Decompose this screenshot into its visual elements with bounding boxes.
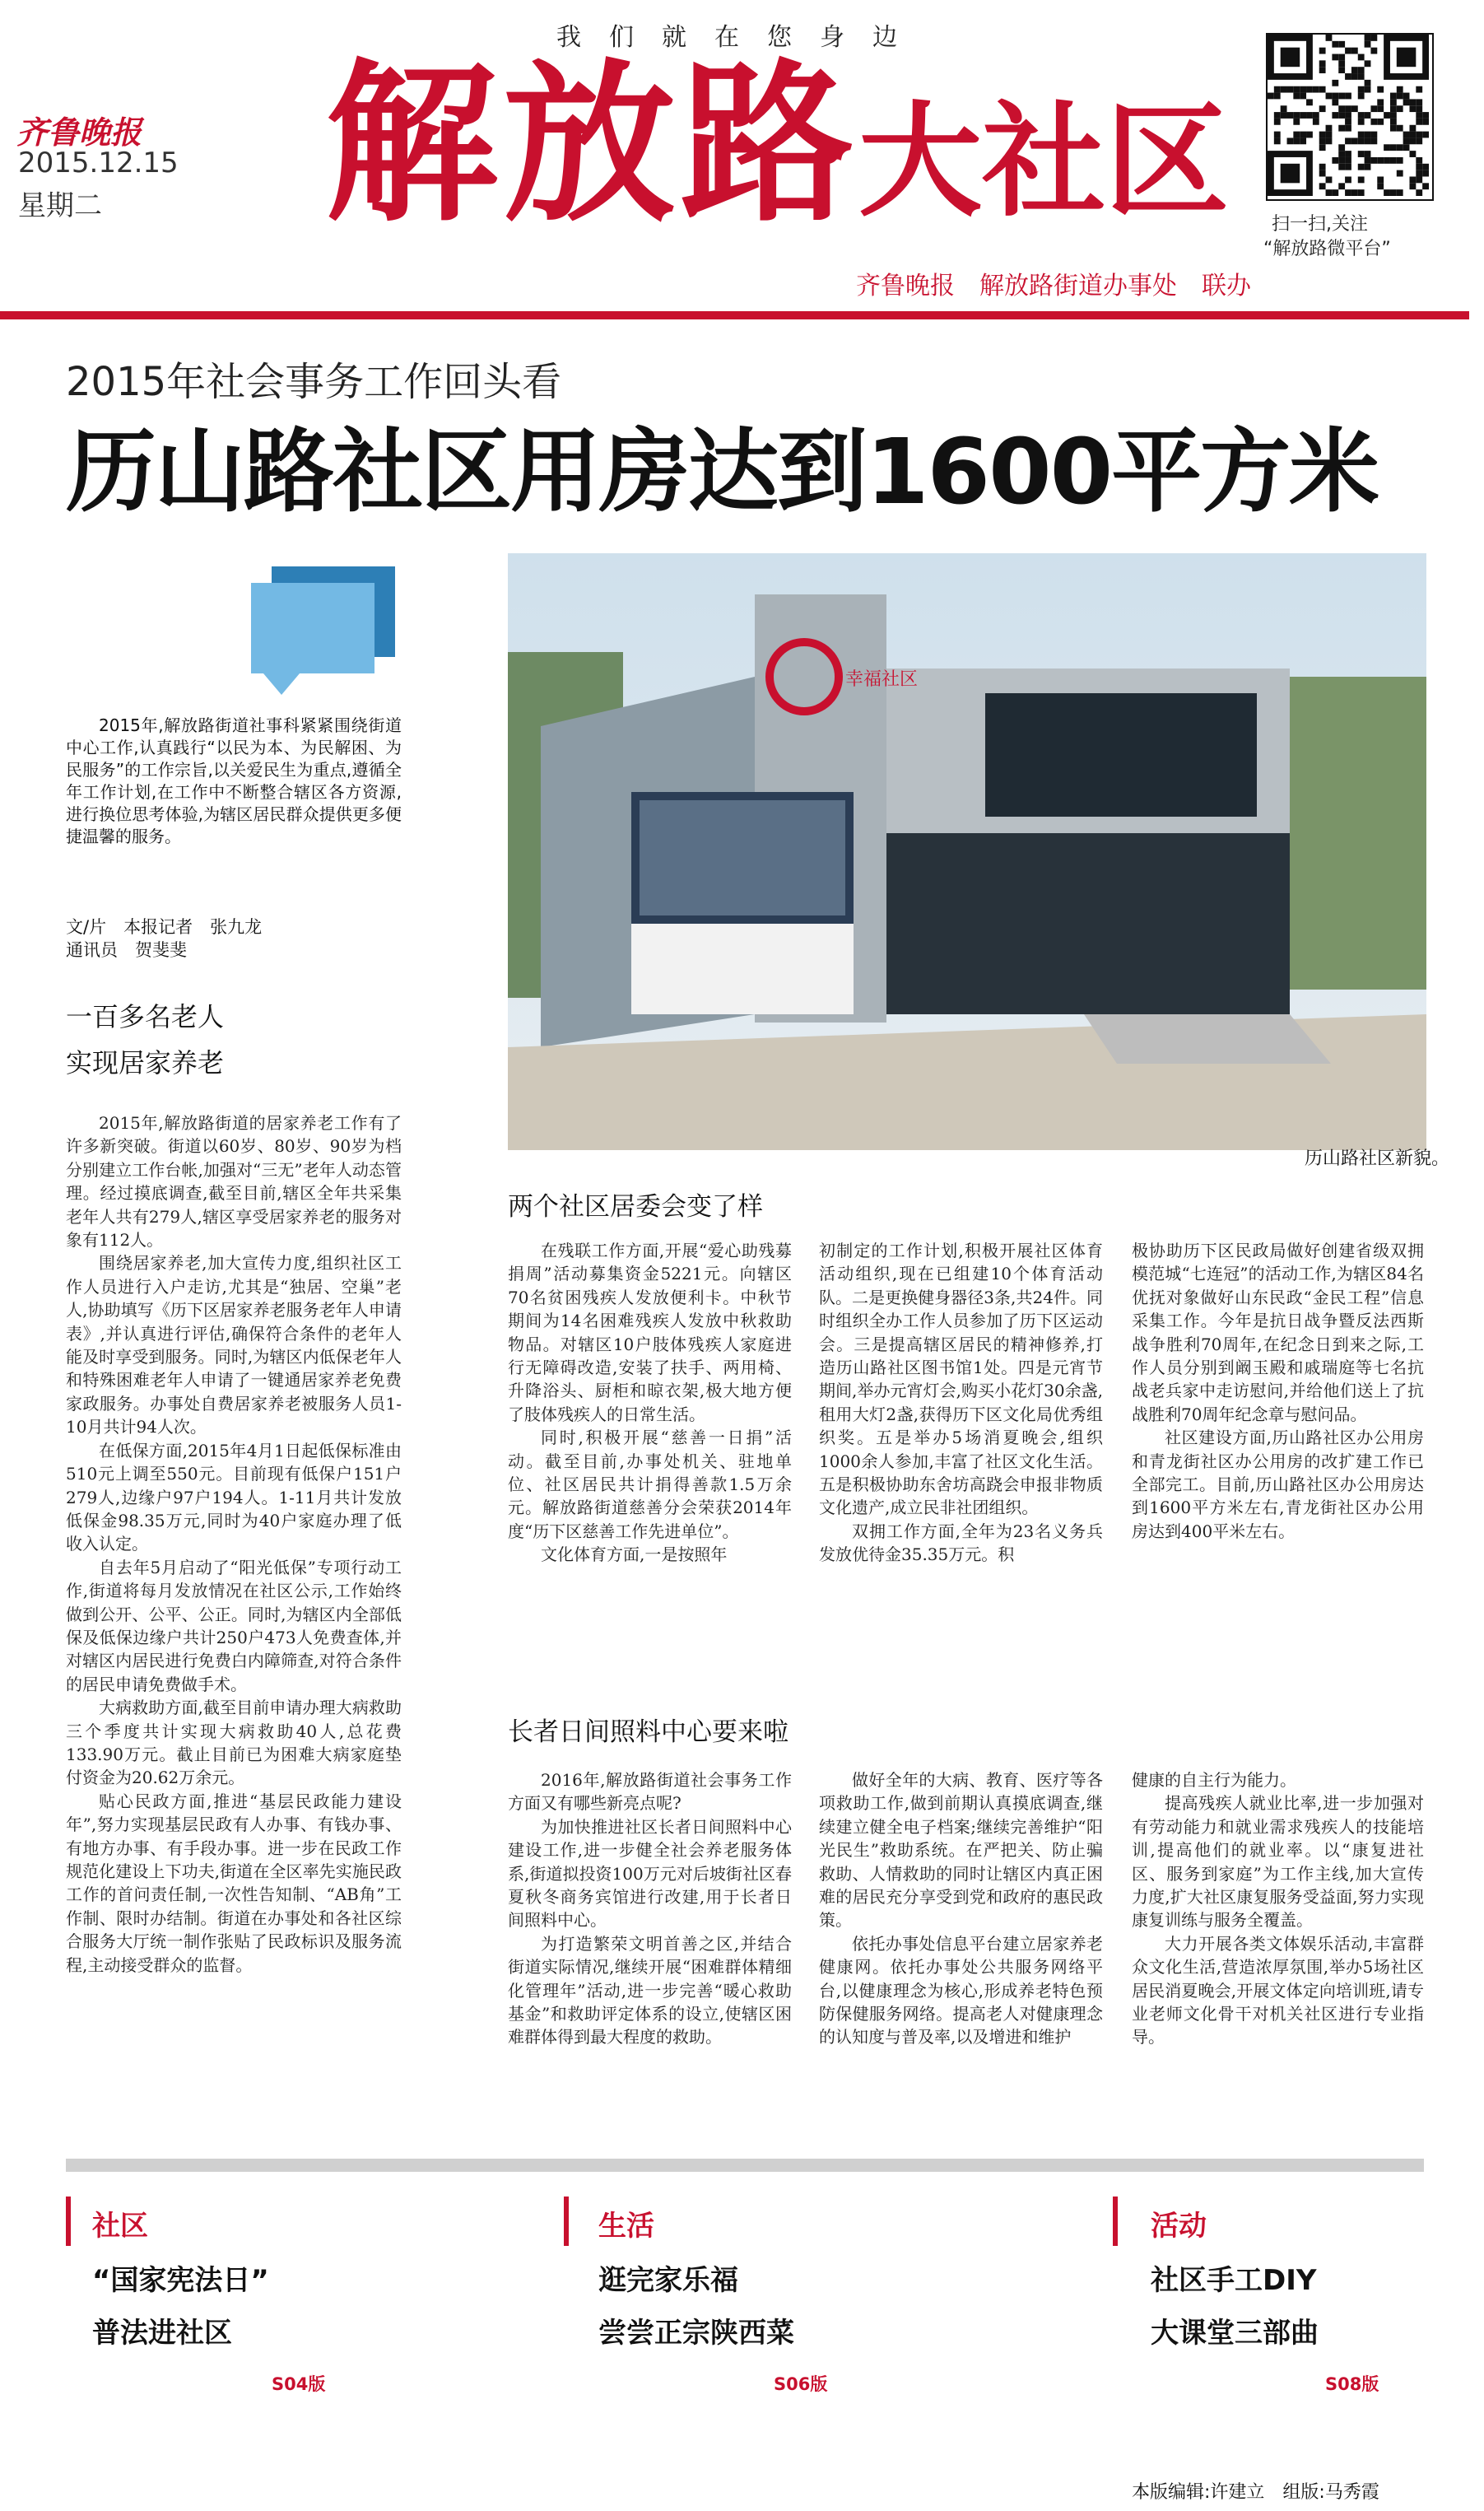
qr-module — [1358, 67, 1365, 73]
qr-module — [1332, 41, 1338, 48]
index-accent-bar — [66, 2197, 71, 2246]
qr-module — [1403, 132, 1410, 138]
qr-module — [1390, 112, 1397, 119]
index-teaser-line2[interactable]: 大课堂三部曲 — [1151, 2317, 1319, 2350]
qr-module — [1338, 54, 1345, 61]
qr-module — [1409, 132, 1416, 138]
qr-module — [1377, 176, 1384, 183]
qr-module — [1358, 112, 1365, 119]
qr-module — [1319, 86, 1326, 93]
qr-module — [1416, 105, 1422, 112]
qr-module — [1287, 112, 1294, 119]
qr-module — [1365, 80, 1371, 86]
qr-module — [1338, 105, 1345, 112]
index-page-link[interactable]: S04版 — [272, 2374, 326, 2394]
qr-module — [1384, 157, 1390, 164]
qr-module — [1345, 48, 1351, 54]
qr-module — [1274, 112, 1281, 119]
index-accent-bar — [1113, 2197, 1118, 2246]
qr-module — [1403, 99, 1410, 105]
qr-module — [1338, 41, 1345, 48]
section3-column-2 — [819, 1768, 1103, 2122]
paragraph: 提高残疾人就业比率,进一步加强对有劳动能力和就业需求残疾人的技能培训,提高他们的就业率。以“康复进社区、服务到家庭”为工作主线,加大宣传力度,扩大社区康复服务受益面,努力实现康复训练与服务全覆盖。 — [1132, 1793, 1424, 1931]
qr-module — [1390, 157, 1397, 164]
qr-finder-pattern — [1281, 48, 1300, 68]
qr-module — [1422, 132, 1429, 138]
qr-module — [1300, 86, 1306, 93]
qr-module — [1345, 176, 1351, 183]
qr-module — [1365, 137, 1371, 144]
qr-module — [1287, 86, 1294, 93]
qr-module — [1409, 176, 1416, 183]
qr-module — [1365, 112, 1371, 119]
qr-module — [1377, 105, 1384, 112]
qr-module — [1319, 132, 1326, 138]
qr-module — [1345, 119, 1351, 125]
qr-module — [1397, 157, 1403, 164]
paragraph: 2015年,解放路街道的居家养老工作有了许多新突破。街道以60岁、80岁、90岁为档分别建立工作台帐,加强对“三无”老年人动态管理。经过摸底调查,截至目前,辖区全年共采集老年人共有279人,辖区享受居家养老的服务对象有112人。 — [66, 1113, 402, 1251]
qr-module — [1390, 105, 1397, 112]
qr-module — [1397, 105, 1403, 112]
qr-module — [1319, 105, 1326, 112]
qr-module — [1306, 132, 1313, 138]
qr-module — [1345, 112, 1351, 119]
qr-module — [1390, 189, 1397, 196]
qr-module — [1422, 164, 1429, 170]
qr-module — [1384, 144, 1390, 151]
qr-module — [1358, 54, 1365, 61]
qr-module — [1293, 112, 1300, 119]
qr-module — [1390, 125, 1397, 132]
qr-module — [1358, 93, 1365, 100]
qr-caption-line1: 扫一扫,关注 — [1272, 214, 1368, 235]
qr-module — [1416, 170, 1422, 177]
qr-module — [1326, 93, 1333, 100]
paragraph: 为打造繁荣文明首善之区,并结合街道实际情况,继续开展“困难群体精细化管理年”活动,进一步完善“暖心救助基金”和救助评定体系的设立,使辖区困难群体得到最大程度的救助。 — [508, 1933, 792, 2047]
qr-finder-pattern — [1397, 48, 1417, 68]
qr-module — [1365, 86, 1371, 93]
index-teaser-line1[interactable]: 逛完家乐福 — [598, 2264, 738, 2297]
qr-module — [1332, 80, 1338, 86]
paragraph: 双拥工作方面,全年为23名义务兵发放优待金35.35万元。积 — [819, 1521, 1103, 1565]
masthead-divider — [0, 311, 1469, 319]
qr-module — [1345, 151, 1351, 157]
qr-module — [1409, 105, 1416, 112]
qr-module — [1358, 132, 1365, 138]
qr-module — [1397, 170, 1403, 177]
index-accent-bar — [564, 2197, 569, 2246]
article-kicker: 2015年社会事务工作回头看 — [66, 359, 562, 405]
qr-module — [1319, 60, 1326, 67]
qr-module — [1358, 86, 1365, 93]
qr-module — [1409, 125, 1416, 132]
qr-module — [1351, 48, 1358, 54]
qr-module — [1319, 164, 1326, 170]
qr-module — [1293, 119, 1300, 125]
qr-module — [1319, 170, 1326, 177]
publication-date: 2015.12.15 — [18, 147, 179, 179]
qr-module — [1351, 189, 1358, 196]
section2-column-1 — [508, 1239, 792, 1565]
paragraph: 自去年5月启动了“阳光低保”专项行动工作,街道将每月发放情况在社区公示,工作始终做到公开、公平、公正。同时,为辖区内全部低保及低保边缘户共计250户473人免费查体,并对辖区内居民进行免费白内障筛查,对符合条件的居民申请免费做手术。 — [66, 1557, 402, 1694]
qr-module — [1332, 54, 1338, 61]
qr-module — [1345, 137, 1351, 144]
index-section-label: 活动 — [1151, 2210, 1207, 2243]
qr-module — [1358, 137, 1365, 144]
qr-module — [1326, 125, 1333, 132]
building-sign: 幸福社区 — [845, 669, 919, 690]
qr-module — [1274, 86, 1281, 93]
index-teaser-line1[interactable]: “国家宪法日” — [92, 2264, 269, 2297]
section2-title: 两个社区居委会变了样 — [508, 1192, 763, 1222]
qr-module — [1319, 67, 1326, 73]
photo-caption: 历山路社区新貌。 — [1305, 1148, 1450, 1169]
qr-module — [1306, 112, 1313, 119]
section3-title: 长者日间照料中心要来啦 — [508, 1717, 789, 1747]
qr-module — [1281, 105, 1287, 112]
qr-module — [1409, 183, 1416, 189]
qr-caption-line2: “解放路微平台” — [1263, 239, 1391, 259]
qr-module — [1338, 67, 1345, 73]
qr-module — [1313, 119, 1319, 125]
qr-module — [1281, 112, 1287, 119]
paragraph: 文化体育方面,一是按照年 — [541, 1544, 728, 1565]
qr-module — [1370, 48, 1377, 54]
entrance-ramp — [1084, 1014, 1331, 1064]
paragraph: 健康的自主行为能力。 — [1132, 1770, 1296, 1790]
qr-module — [1397, 93, 1403, 100]
qr-module — [1416, 132, 1422, 138]
qr-module — [1300, 137, 1306, 144]
qr-module — [1397, 125, 1403, 132]
qr-module — [1377, 183, 1384, 189]
section1-title-line1: 一百多名老人 — [66, 1001, 225, 1032]
qr-finder-pattern — [1281, 164, 1300, 184]
section3-column-3 — [1132, 1768, 1424, 2122]
qr-module — [1326, 176, 1333, 183]
qr-module — [1319, 144, 1326, 151]
paragraph: 在残联工作方面,开展“爱心助残募捐周”活动募集资金5221元。向辖区70名贫困残疾人发放便利卡。中秋节期间为14名困难残疾人发放中秋救助物品。对辖区10户肢体残疾人家庭进行无障碍改造,安装了扶手、两用椅、升降浴头、厨柜和晾衣架,极大地方便了肢体残疾人的日常生活。 — [508, 1241, 792, 1424]
section2-column-2 — [819, 1239, 1103, 1565]
masthead-tagline: 我们就在您身边 — [556, 23, 925, 52]
qr-module — [1397, 144, 1403, 151]
qr-module — [1416, 164, 1422, 170]
paragraph: 围绕居家养老,加大宣传力度,组织社区工作人员进行入户走访,尤其是“独居、空巢”老人,协助填写《历下区居家养老服务老年人申请表》,并认真进行评估,确保符合条件的老年人能及时享受到服务。同时,为辖区内低保老年人和特殊困难老年人申请了一键通居家养老免费家政服务。办事处自费居家养老被服务人员1-10月共计94人次。 — [66, 1253, 402, 1437]
index-divider — [66, 2159, 1424, 2172]
qr-module — [1377, 119, 1384, 125]
qr-module — [1358, 164, 1365, 170]
qr-module — [1274, 93, 1281, 100]
qr-module — [1345, 164, 1351, 170]
qr-module — [1365, 60, 1371, 67]
qr-module — [1274, 119, 1281, 125]
qr-module — [1332, 157, 1338, 164]
qr-module — [1409, 137, 1416, 144]
community-building-photo — [508, 553, 1426, 1150]
qr-module — [1332, 93, 1338, 100]
qr-module — [1409, 151, 1416, 157]
qr-module — [1416, 86, 1422, 93]
paragraph: 为加快推进社区长者日间照料中心建设工作,进一步健全社会养老服务体系,街道拟投资100万元对后坡街社区春夏秋冬商务宾馆进行改建,用于长者日间照料中心。 — [508, 1816, 792, 1931]
qr-module — [1390, 99, 1397, 105]
qr-module — [1338, 157, 1345, 164]
masthead-partners: 齐鲁晚报 解放路街道办事处 联办 — [856, 272, 1251, 300]
index-teaser-line2[interactable]: 普法进社区 — [92, 2317, 232, 2350]
led-screen-image — [640, 800, 845, 915]
index-page-link[interactable]: S08版 — [1325, 2374, 1379, 2394]
qr-module — [1416, 119, 1422, 125]
qr-module — [1422, 112, 1429, 119]
section1-body — [66, 1111, 402, 2132]
index-teaser-line1[interactable]: 社区手工DIY — [1151, 2264, 1317, 2297]
qr-module — [1422, 183, 1429, 189]
qr-module — [1370, 119, 1377, 125]
qr-module — [1416, 189, 1422, 196]
qr-module — [1397, 189, 1403, 196]
page-editors: 本版编辑:许建立 组版:马秀霞 — [1132, 2482, 1379, 2503]
paragraph: 在低保方面,2015年4月1日起低保标准由510元上调至550元。目前现有低保户151户279人,边缘户97户194人。1-11月共计发放低保金98.35万元,同时为40户家庭办理了低收入认定。 — [66, 1440, 402, 1554]
qr-module — [1403, 137, 1410, 144]
qr-module — [1358, 73, 1365, 80]
index-page-link[interactable]: S06版 — [774, 2374, 828, 2394]
article-intro: 2015年,解放路街道社事科紧紧围绕街道中心工作,认真践行“以民为本、为民解困、为民服务”的工作宗旨,以关爱民生为重点,遵循全年工作计划,在工作中不断整合辖区各方资源,进行换位思考体验,为辖区居民群众提供更多便捷温馨的服务。 — [66, 715, 402, 846]
qr-module — [1338, 151, 1345, 157]
paragraph: 贴心民政方面,推进“基层民政能力建设年”,努力实现基层民政有人办事、有钱办事、有地方办事、有手段办事。进一步在民政工作规范化建设上下功夫,街道在全区率先实施民政工作的首问责任制,一次性告知制、“AB角”工作制、限时办结制。街道在办事处和各社区综合服务大厅统一制作张贴了民政标识及服务流程,主动接受群众的监督。 — [66, 1791, 402, 1975]
qr-module — [1326, 132, 1333, 138]
index-teaser-line2[interactable]: 尝尝正宗陕西菜 — [598, 2317, 794, 2350]
qr-module — [1351, 137, 1358, 144]
qr-module — [1313, 112, 1319, 119]
qr-module — [1313, 86, 1319, 93]
qr-module — [1365, 164, 1371, 170]
qr-module — [1332, 189, 1338, 196]
qr-module — [1365, 151, 1371, 157]
qr-module — [1351, 67, 1358, 73]
qr-module — [1351, 105, 1358, 112]
qr-module — [1332, 99, 1338, 105]
qr-module — [1319, 183, 1326, 189]
qr-module — [1300, 93, 1306, 100]
qr-module — [1377, 157, 1384, 164]
qr-module — [1332, 112, 1338, 119]
qr-module — [1416, 176, 1422, 183]
qr-module — [1338, 183, 1345, 189]
trees-right — [1273, 677, 1426, 990]
paragraph: 2016年,解放路街道社会事务工作方面又有哪些新亮点呢? — [508, 1770, 792, 1814]
qr-code-graphic — [1268, 35, 1429, 196]
qr-module — [1416, 137, 1422, 144]
index-section-label: 生活 — [598, 2210, 654, 2243]
byline-reporter: 文/片 本报记者 张九龙 — [66, 917, 263, 937]
qr-module — [1390, 144, 1397, 151]
paragraph: 做好全年的大病、教育、医疗等各项救助工作,做到前期认真摸底调查,继续建立健全电子档案;继续完善维护“阳光民生”救助系统。在严把关、防止骗救助、人情救助的同时让辖区内真正困难的居民充分享受到党和政府的惠民政策。 — [819, 1770, 1103, 1931]
masthead-title-script: 解放路 — [325, 42, 859, 245]
qr-module — [1416, 99, 1422, 105]
qr-module — [1416, 157, 1422, 164]
qr-module — [1319, 137, 1326, 144]
speech-bubble-icon — [251, 583, 374, 673]
qr-module — [1370, 35, 1377, 41]
qr-module — [1293, 137, 1300, 144]
publication-weekday: 星期二 — [18, 189, 102, 222]
qr-module — [1338, 144, 1345, 151]
index-section-label: 社区 — [92, 2210, 148, 2243]
qr-module — [1365, 35, 1371, 41]
qr-module — [1422, 170, 1429, 177]
qr-module — [1274, 137, 1281, 144]
qr-module — [1268, 93, 1274, 100]
qr-module — [1365, 132, 1371, 138]
qr-module — [1370, 137, 1377, 144]
qr-module — [1306, 86, 1313, 93]
qr-module — [1319, 48, 1326, 54]
qr-module — [1326, 35, 1333, 41]
qr-module — [1326, 137, 1333, 144]
masthead-title-bold: 大社区 — [858, 91, 1230, 234]
building-glass-ground — [886, 833, 1290, 1014]
paragraph: 极协助历下区民政局做好创建省级双拥模范城“七连冠”的活动工作,为辖区84名优抚对象做好山东民政“金民工程”信息采集工作。今年是抗日战争暨反法西斯战争胜利70周年,在纪念日到来之际,工作人员分别到阚玉殿和戚瑞庭等七名抗战老兵家中走访慰问,并给他们送上了抗战胜利70周年纪念章与慰问品。 — [1132, 1241, 1424, 1424]
section2-column-3 — [1132, 1239, 1424, 1626]
qr-module — [1370, 105, 1377, 112]
building-illustration — [508, 553, 1426, 1150]
qr-code-icon[interactable] — [1266, 33, 1434, 201]
qr-module — [1358, 151, 1365, 157]
qr-module — [1345, 93, 1351, 100]
qr-module — [1345, 73, 1351, 80]
qr-module — [1345, 157, 1351, 164]
qr-module — [1300, 132, 1306, 138]
paragraph: 社区建设方面,历山路社区办公用房和青龙街社区办公用房的改扩建工作已全部完工。目前,历山路社区办公用房达到1600平方米左右,青龙街社区办公用房达到400平米左右。 — [1132, 1428, 1424, 1541]
qr-module — [1390, 93, 1397, 100]
qr-module — [1345, 105, 1351, 112]
paragraph: 大力开展各类文体娱乐活动,丰富群众文化生活,营造浓厚氛围,举办5场社区居民消夏晚会,开展文体定向培训班,请专业老师文化骨干对机关社区进行专业指导。 — [1132, 1933, 1424, 2047]
paragraph: 初制定的工作计划,积极开展社区体育活动组织,现在已组建10个体育活动队。二是更换健身器径3条,共24件。同时组织全办工作人员参加了历下区运动会。三是提高辖区居民的精神修养,打造历山路社区图书馆1处。四是元宵节期间,举办元宵灯会,购买小花灯30余盏,租用大灯2盏,获得历下区文化局优秀组织奖。五是举办5场消夏晚会,组织1000余人参加,丰富了社区文化生活。五是积极协助东舍坊高跷会申报非物质文化遗产,成立民非社团组织。 — [819, 1241, 1103, 1518]
masthead-title — [325, 42, 1230, 257]
paper-name-logo: 齐鲁晚报 — [16, 114, 142, 151]
section3-column-1 — [508, 1768, 792, 2122]
qr-module — [1370, 157, 1377, 164]
building-windows-upper — [985, 693, 1257, 817]
qr-module — [1338, 60, 1345, 67]
qr-module — [1306, 99, 1313, 105]
qr-module — [1338, 164, 1345, 170]
qr-module — [1358, 119, 1365, 125]
qr-module — [1365, 41, 1371, 48]
qr-module — [1422, 119, 1429, 125]
qr-module — [1397, 86, 1403, 93]
qr-module — [1377, 86, 1384, 93]
qr-module — [1390, 119, 1397, 125]
paragraph: 依托办事处信息平台建立居家养老健康网。依托办事处公共服务网络平台,以健康理念为核心,形成养老特色预防保健服务网络。提高老人对健康理念的认知度与普及率,以及增进和维护 — [819, 1933, 1103, 2047]
qr-module — [1358, 189, 1365, 196]
article-headline: 历山路社区用房达到1600平方米 — [66, 419, 1379, 524]
building-white-wall — [631, 924, 854, 1014]
qr-module — [1409, 99, 1416, 105]
qr-module — [1416, 112, 1422, 119]
qr-module — [1345, 189, 1351, 196]
section1-title-line2: 实现居家养老 — [66, 1047, 225, 1078]
qr-module — [1384, 189, 1390, 196]
qr-module — [1326, 189, 1333, 196]
qr-module — [1345, 125, 1351, 132]
qr-module — [1293, 132, 1300, 138]
qr-module — [1384, 112, 1390, 119]
qr-module — [1338, 93, 1345, 100]
qr-module — [1358, 176, 1365, 183]
paragraph: 大病救助方面,截至目前申请办理大病救助三个季度共计实现大病救助40人,总花费133.90万元。截止目前已为困难大病家庭垫付资金为20.62万余元。 — [66, 1698, 402, 1788]
qr-module — [1293, 93, 1300, 100]
qr-module — [1377, 99, 1384, 105]
qr-module — [1338, 112, 1345, 119]
byline-correspondent: 通讯员 贺斐斐 — [66, 940, 187, 960]
qr-module — [1365, 157, 1371, 164]
speech-bubble-tail-icon — [263, 673, 300, 695]
paragraph: 同时,积极开展“慈善一日捐”活动。截至目前,办事处机关、驻地单位、社区居民共计捐得善款1.5万余元。解放路街道慈善分会荣获2014年度“历下区慈善工作先进单位”。 — [508, 1428, 792, 1541]
qr-module — [1403, 144, 1410, 151]
qr-module — [1300, 112, 1306, 119]
qr-module — [1281, 86, 1287, 93]
qr-module — [1274, 132, 1281, 138]
qr-module — [1403, 93, 1410, 100]
qr-module — [1338, 125, 1345, 132]
qr-module — [1287, 137, 1294, 144]
qr-module — [1293, 86, 1300, 93]
qr-module — [1351, 73, 1358, 80]
qr-module — [1370, 132, 1377, 138]
